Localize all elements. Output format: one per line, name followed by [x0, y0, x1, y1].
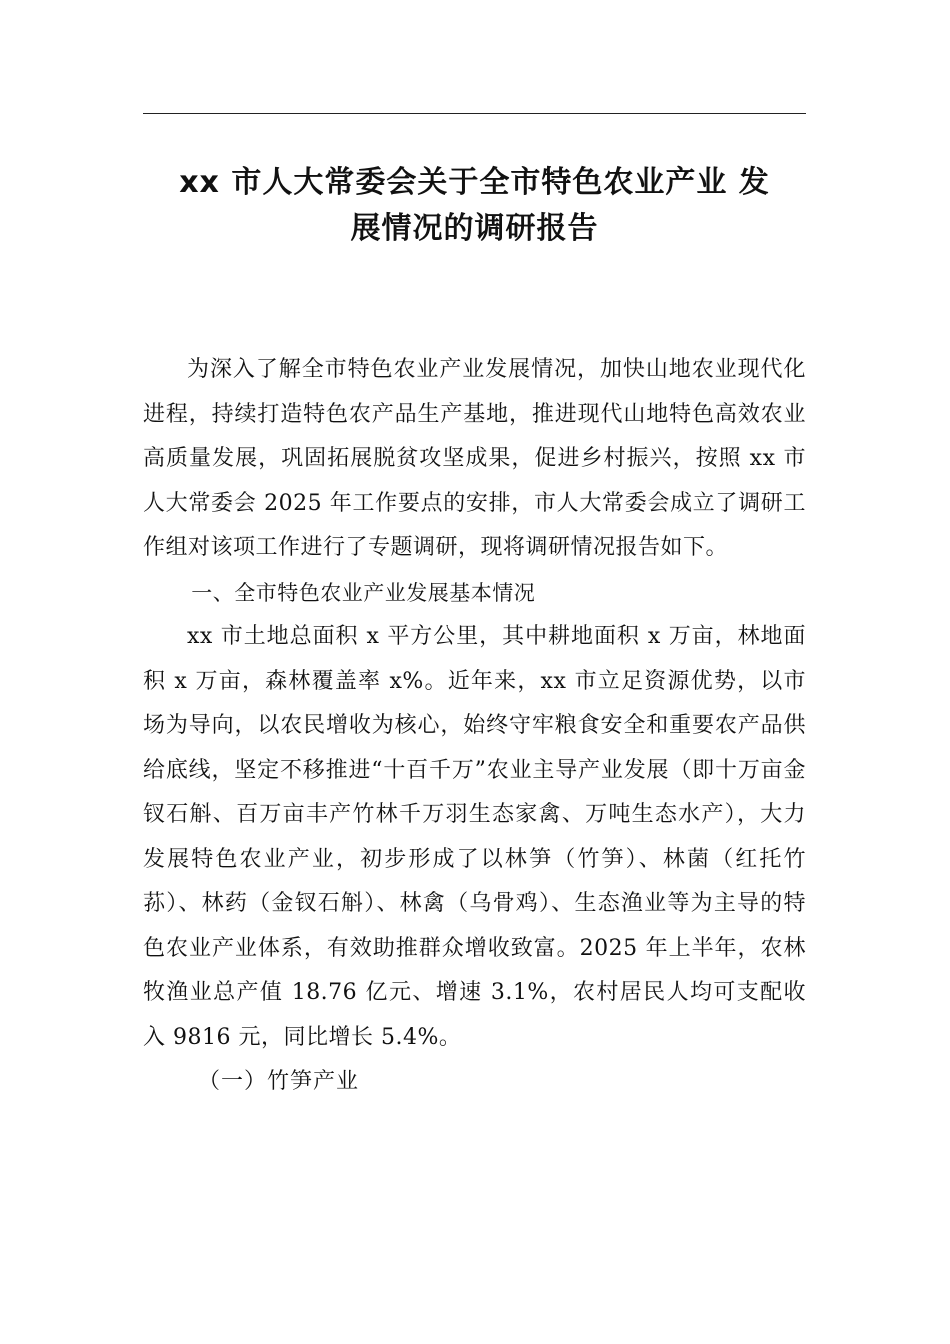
title-line-2: 展情况的调研报告 — [350, 211, 599, 246]
intro-paragraph: 为深入了解全市特色农业产业发展情况，加快山地农业现代化进程，持续打造特色农产品生产基地，推进现代山地特色高效农业高质量发展，巩固拓展脱贫攻坚成果，促进乡村振兴，按照 xx 市人大常委会 2025 年工作要点的安排，市人大常委会成立了调研工作组对该项工作进行了专题调研，现将调研情况报告如下。 — [143, 357, 806, 560]
subsection-heading-1: （一）竹笋产业 — [198, 1069, 360, 1094]
title-line-1: xx 市人大常委会关于全市特色农业产业 发 — [179, 165, 770, 200]
document-title — [143, 160, 806, 252]
header-rule — [143, 113, 806, 114]
section-1-paragraph: xx 市土地总面积 x 平方公里，其中耕地面积 x 万亩，林地面积 x 万亩，森林覆盖率 x%。近年来，xx 市立足资源优势，以市场为导向，以农民增收为核心，始终守牢粮食安全和重要农产品供给底线，坚定不移推进“十百千万”农业主导产业发展（即十万亩金钗石斛、百万亩丰产竹林千万羽生态家禽、万吨生态水产），大力发展特色农业产业，初步形成了以林笋（竹笋）、林菌（红托竹荪）、林药（金钗石斛）、林禽（乌骨鸡）、生态渔业等为主导的特色农业产业体系，有效助推群众增收致富。2025 年上半年，农林牧渔业总产值 18.76 亿元、增速 3.1%，农村居民人均可支配收入 9816 元，同比增长 5.4%。 — [143, 624, 806, 1050]
document-body — [143, 348, 806, 1105]
section-heading-1: 一、全市特色农业产业发展基本情况 — [191, 580, 536, 605]
